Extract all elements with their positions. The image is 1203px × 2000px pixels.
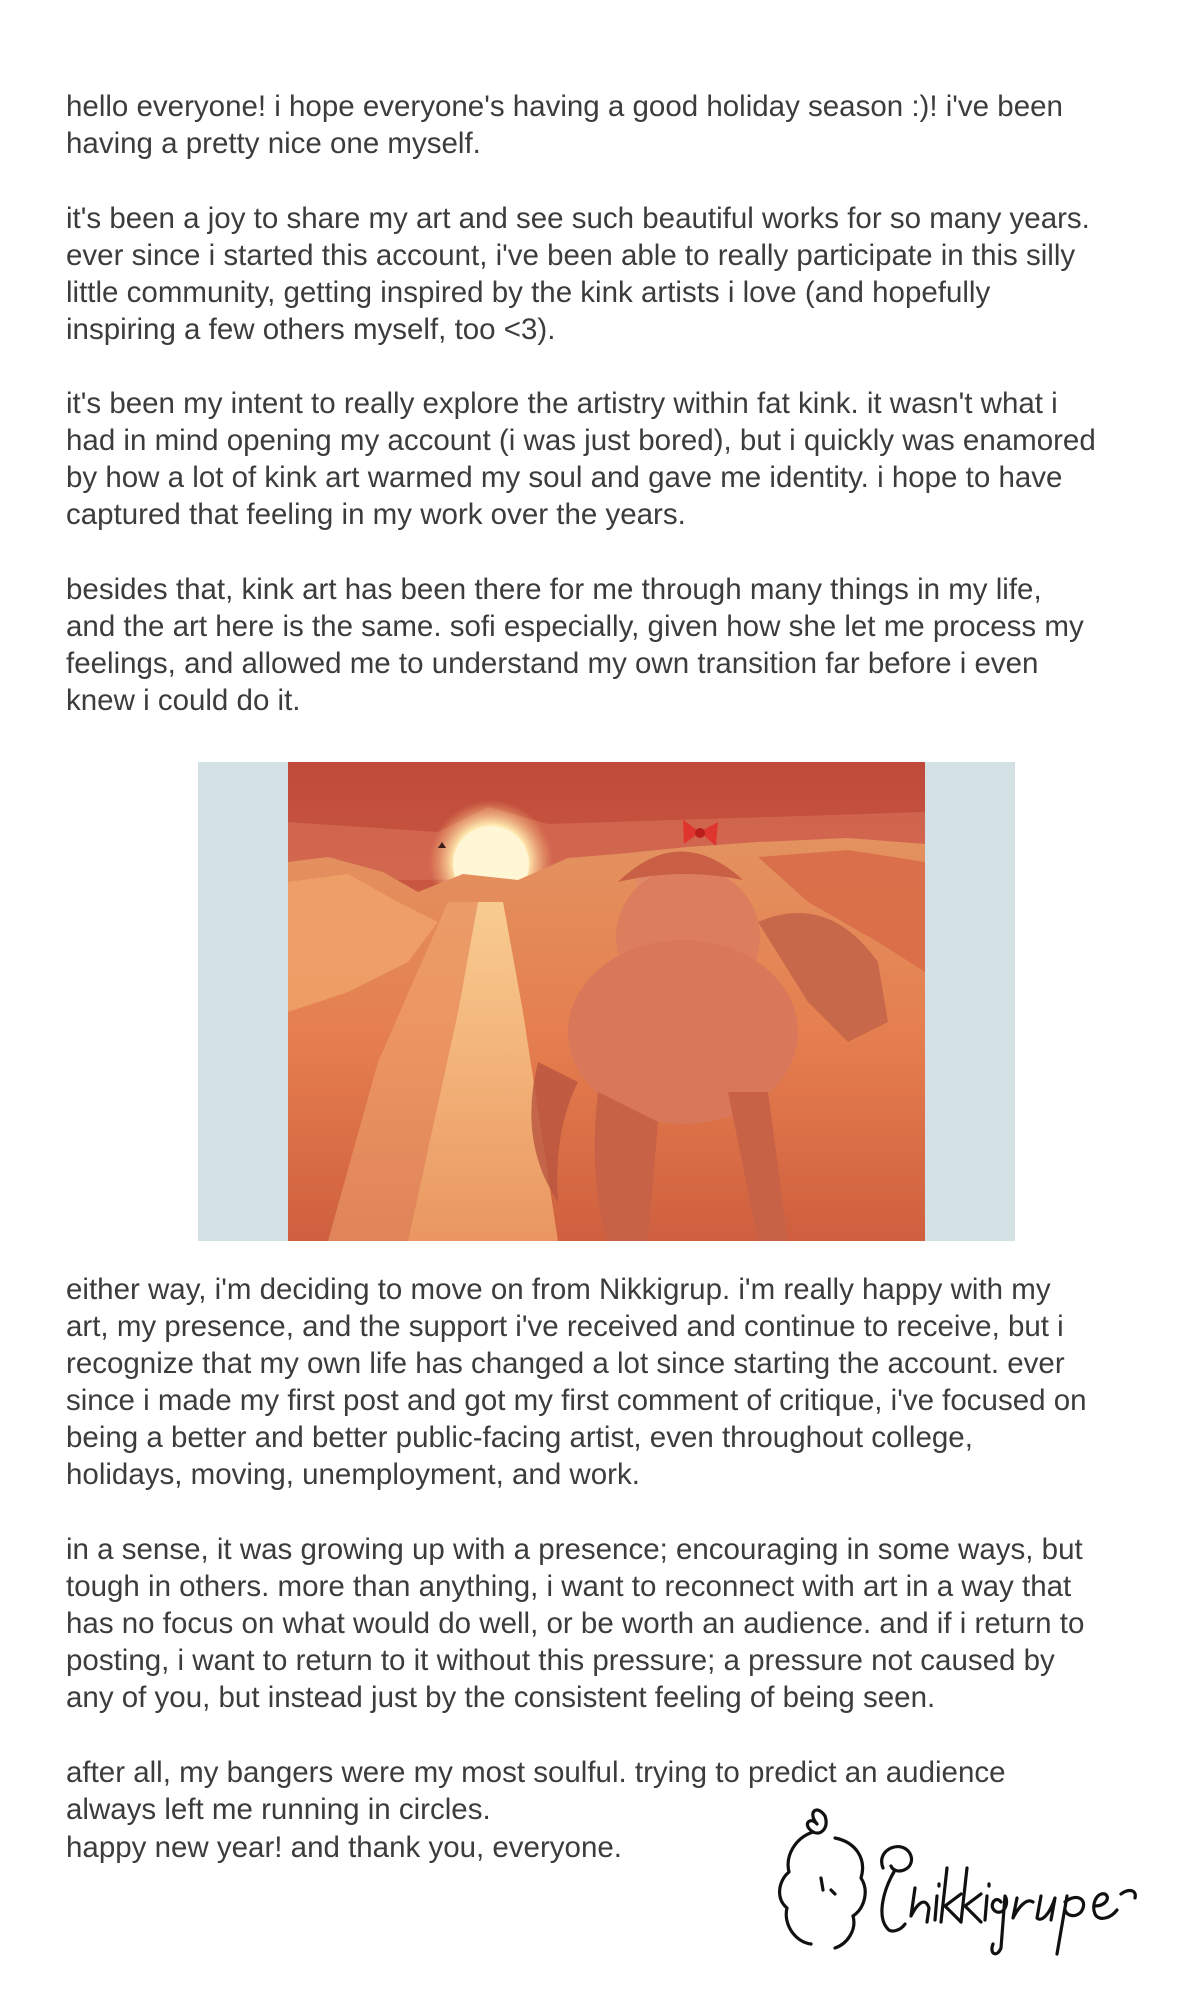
text-line: happy new year! and thank you, everyone.: [66, 1831, 622, 1864]
text-line: by how a lot of kink art warmed my soul and gave me identity. i hope to have: [66, 461, 1063, 494]
text-line: it's been my intent to really explore the artistry within fat kink. it wasn't what i: [66, 387, 1058, 420]
paragraph-intent: [66, 385, 1156, 533]
text-line: hello everyone! i hope everyone's having a good holiday season :)! i've been: [66, 90, 1063, 123]
paragraph-greeting: [66, 88, 1156, 162]
text-line: knew i could do it.: [66, 684, 301, 717]
text-line: besides that, kink art has been there for me through many things in my life,: [66, 573, 1042, 606]
text-line: always left me running in circles.: [66, 1793, 491, 1826]
sunset-illustration: [288, 762, 925, 1241]
text-line: art, my presence, and the support i've received and continue to receive, but i: [66, 1310, 1064, 1343]
text-line: after all, my bangers were my most soulful. trying to predict an audience: [66, 1756, 1006, 1789]
text-line: feelings, and allowed me to understand my own transition far before i even: [66, 647, 1039, 680]
text-line: since i made my first post and got my first comment of critique, i've focused on: [66, 1384, 1087, 1417]
signature: [765, 1798, 1155, 1968]
paragraph-community: [66, 200, 1156, 348]
text-line: in a sense, it was growing up with a presence; encouraging in some ways, but: [66, 1533, 1083, 1566]
text-line: it's been a joy to share my art and see such beautiful works for so many years.: [66, 202, 1090, 235]
paragraph-presence: [66, 1531, 1156, 1716]
text-line: being a better and better public-facing artist, even throughout college,: [66, 1421, 973, 1454]
text-line: recognize that my own life has changed a lot since starting the account. ever: [66, 1347, 1065, 1380]
text-line: inspiring a few others myself, too <3).: [66, 313, 556, 346]
text-line: tough in others. more than anything, i want to reconnect with art in a way that: [66, 1570, 1072, 1603]
text-line: any of you, but instead just by the consistent feeling of being seen.: [66, 1681, 936, 1714]
text-line: has no focus on what would do well, or be worth an audience. and if i return to: [66, 1607, 1085, 1640]
signature-drawing: [765, 1798, 1155, 1968]
text-line: little community, getting inspired by the kink artists i love (and hopefully: [66, 276, 991, 309]
text-line: and the art here is the same. sofi especially, given how she let me process my: [66, 610, 1084, 643]
text-line: holidays, moving, unemployment, and work.: [66, 1458, 640, 1491]
sunset-canyon-artwork: [288, 762, 925, 1241]
text-line: either way, i'm deciding to move on from Nikkigrup. i'm really happy with my: [66, 1273, 1051, 1306]
paragraph-transition: [66, 571, 1156, 719]
paragraph-moving-on: [66, 1271, 1156, 1493]
artwork-frame: [198, 762, 1015, 1241]
text-line: having a pretty nice one myself.: [66, 127, 481, 160]
text-line: ever since i started this account, i've been able to really participate in this silly: [66, 239, 1076, 272]
text-line: had in mind opening my account (i was just bored), but i quickly was enamored: [66, 424, 1096, 457]
text-line: posting, i want to return to it without this pressure; a pressure not caused by: [66, 1644, 1055, 1677]
text-line: captured that feeling in my work over the years.: [66, 498, 686, 531]
